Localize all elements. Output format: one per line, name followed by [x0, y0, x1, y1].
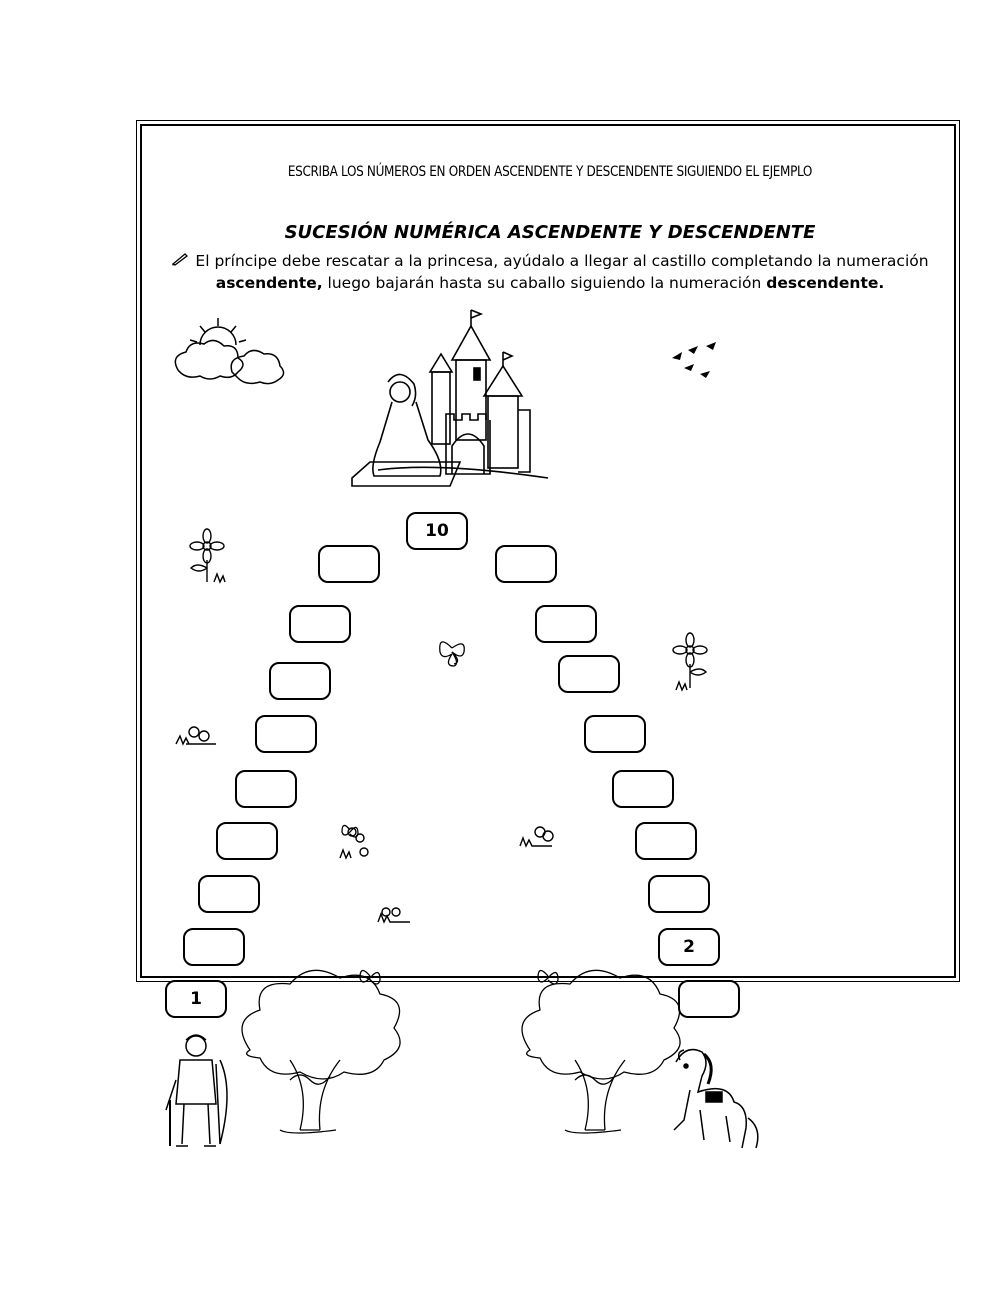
number-box-left-3[interactable] [269, 662, 331, 700]
birds-icon [672, 342, 716, 378]
castle-princess-icon [352, 310, 548, 486]
worksheet-header: ESCRIBA LOS NÚMEROS EN ORDEN ASCENDENTE Y DESCENDENTE SIGUIENDO EL EJEMPLO [287, 164, 813, 180]
butterfly-icon [342, 642, 558, 984]
instructions-text-1: El príncipe debe rescatar a la princesa, ayúdalo a llegar al castillo completando la numeración [195, 252, 929, 270]
number-box-right-4[interactable] [584, 715, 646, 753]
number-box-left-2[interactable] [289, 605, 351, 643]
number-box-right-5[interactable] [612, 770, 674, 808]
number-box-right-2[interactable] [535, 605, 597, 643]
horse-icon [674, 1050, 758, 1148]
number-box-left-9[interactable]: 1 [165, 980, 227, 1018]
number-box-right-3[interactable] [558, 655, 620, 693]
number-box-left-4[interactable] [255, 715, 317, 753]
tree-icon [242, 970, 680, 1133]
number-box-left-5[interactable] [235, 770, 297, 808]
number-box-right-1[interactable] [495, 545, 557, 583]
number-box-left-7[interactable] [198, 875, 260, 913]
prince-icon [166, 1035, 227, 1146]
number-box-right-9[interactable] [678, 980, 740, 1018]
number-box-top[interactable]: 10 [406, 512, 468, 550]
number-box-right-8[interactable]: 2 [658, 928, 720, 966]
instructions-bold-2: descendente. [766, 274, 885, 292]
number-box-left-8[interactable] [183, 928, 245, 966]
sun-cloud-icon [175, 318, 283, 384]
number-box-left-1[interactable] [318, 545, 380, 583]
instructions-text-2: luego bajarán hasta su caballo siguiendo la numeración [322, 274, 767, 292]
number-box-right-7[interactable] [648, 875, 710, 913]
number-box-right-6[interactable] [635, 822, 697, 860]
number-box-left-6[interactable] [216, 822, 278, 860]
instructions-bold-1: ascendente, [215, 274, 323, 292]
worksheet-title: SUCESIÓN NUMÉRICA ASCENDENTE Y DESCENDENTE [284, 222, 816, 243]
